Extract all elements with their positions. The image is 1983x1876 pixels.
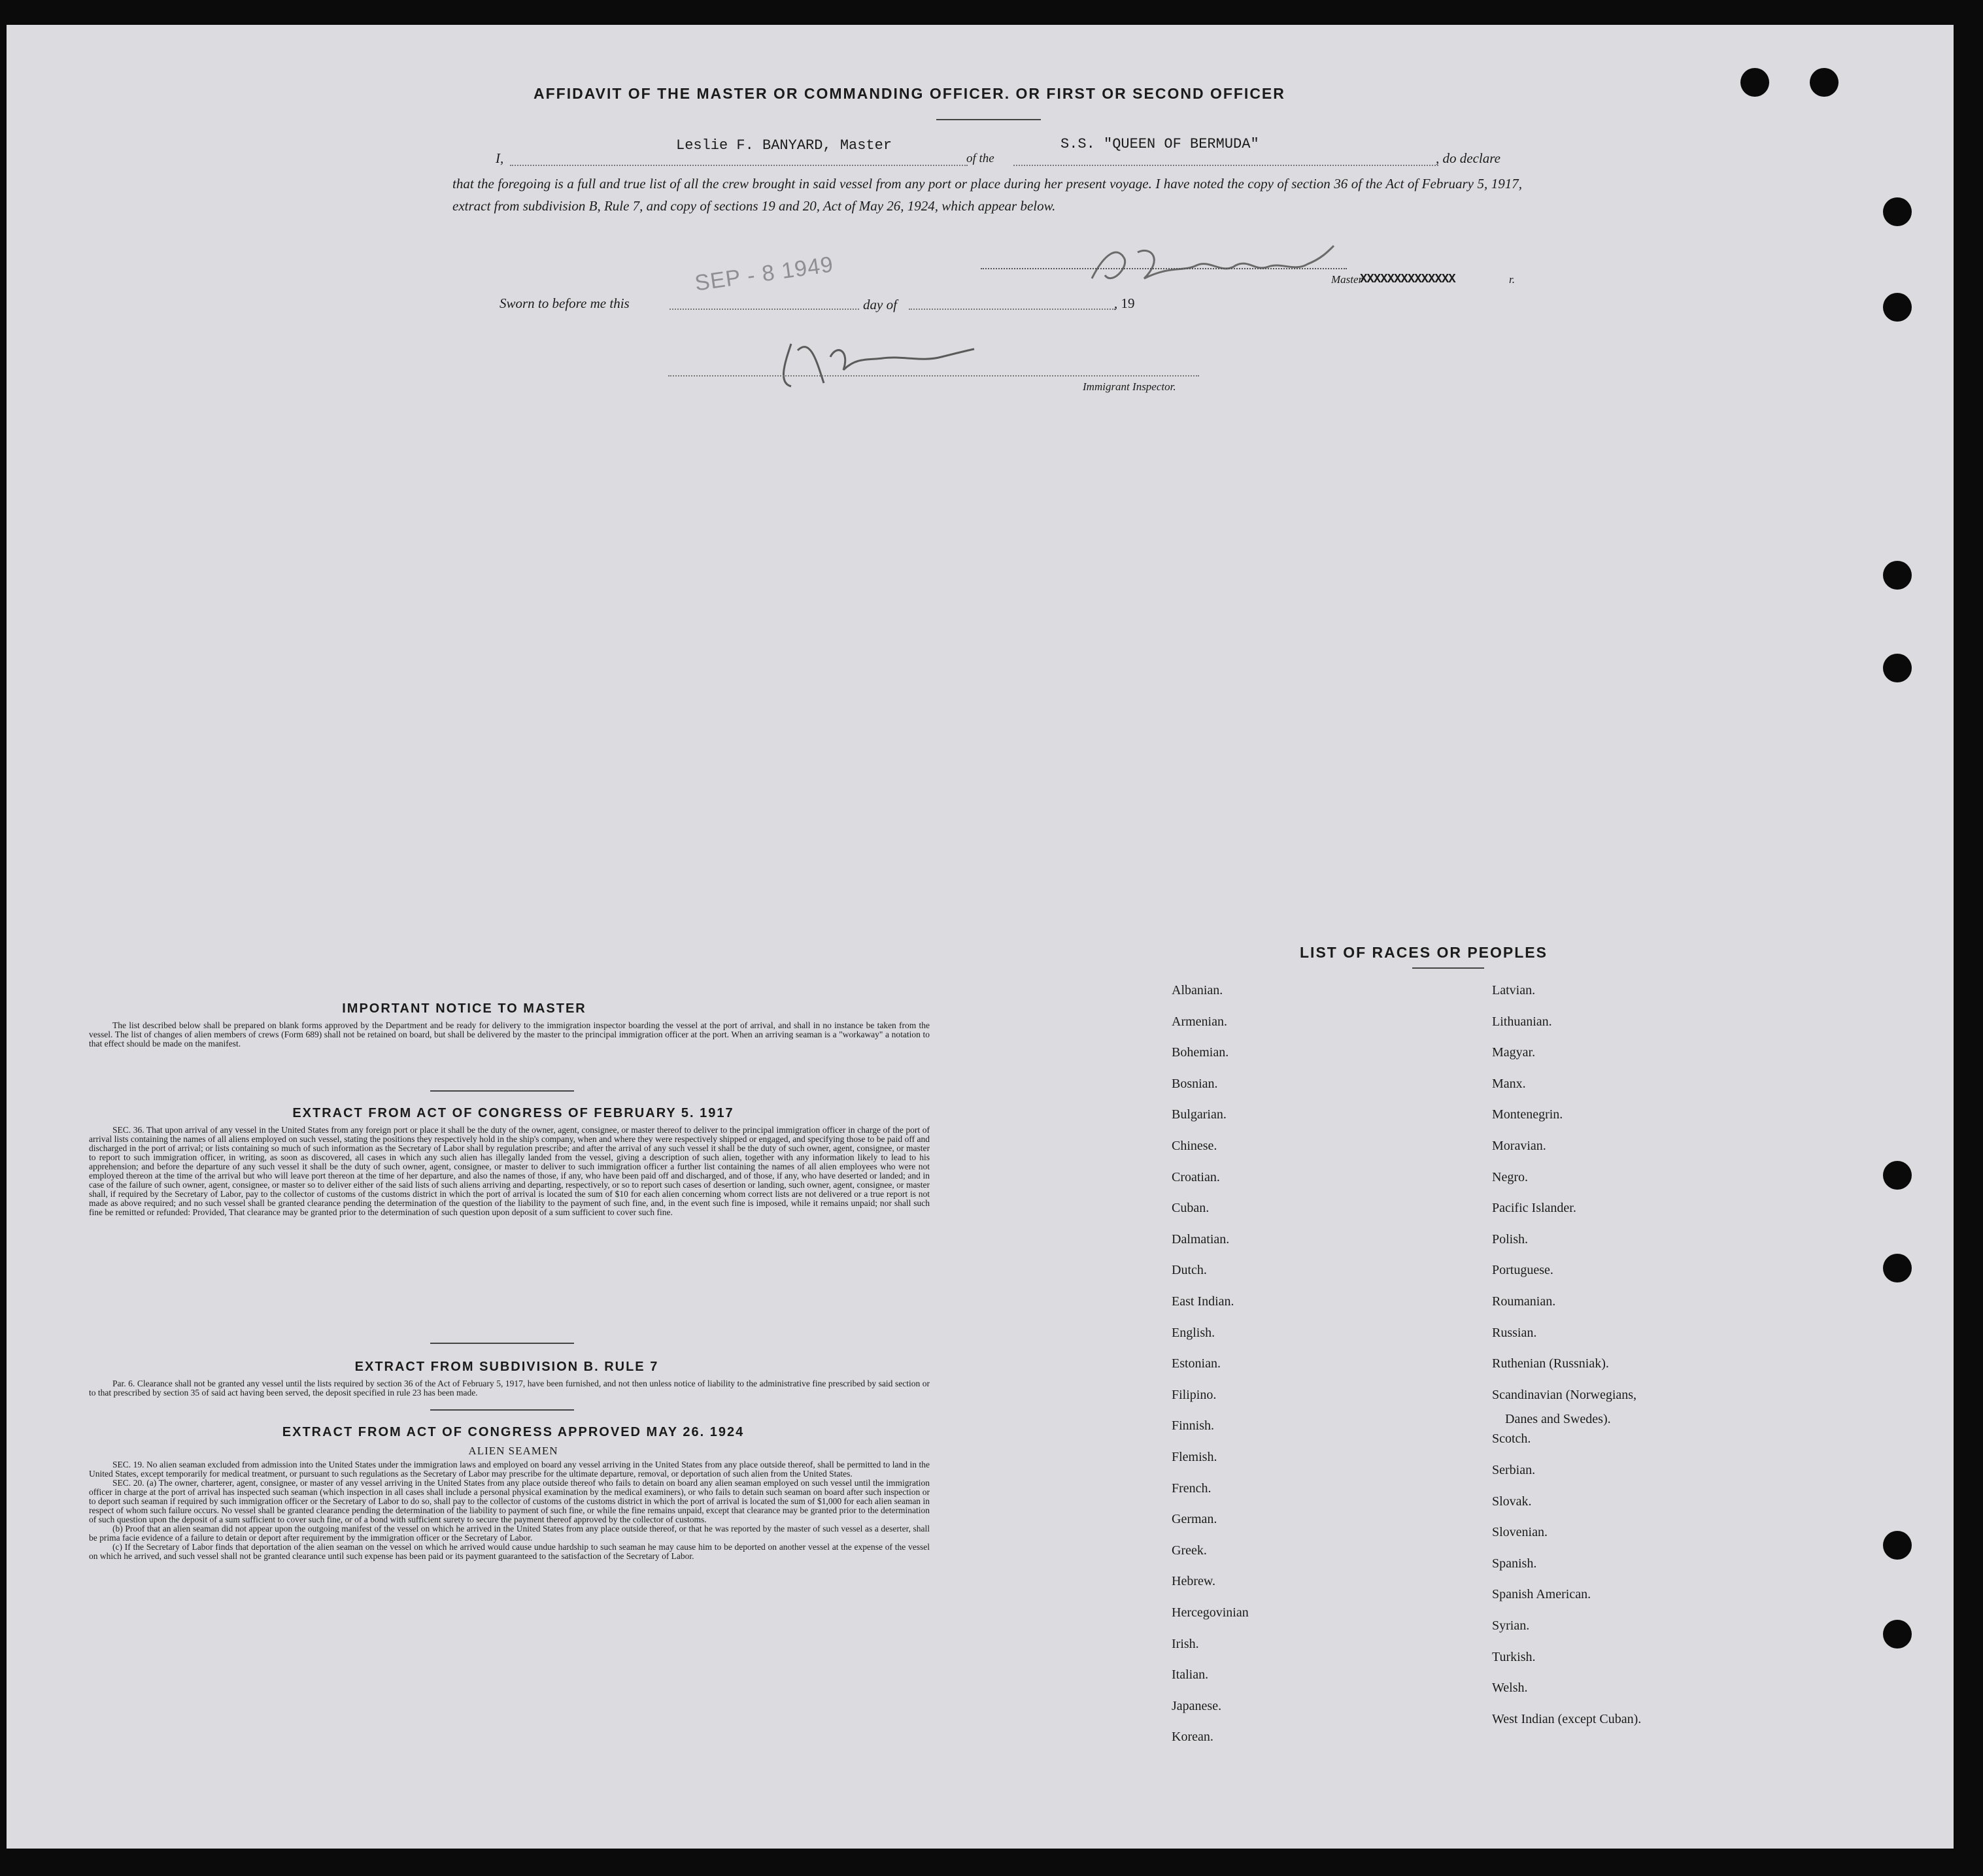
race-item: Montenegrin. xyxy=(1492,1107,1563,1122)
declarant-line xyxy=(510,165,968,166)
master-struck-text: XXXXXXXXXXXXXX xyxy=(1360,272,1455,286)
race-item: Hebrew. xyxy=(1172,1574,1216,1588)
race-item: East Indian. xyxy=(1172,1294,1234,1309)
punch-hole-icon xyxy=(1883,561,1912,590)
race-item: Greek. xyxy=(1172,1543,1207,1558)
race-item: Spanish American. xyxy=(1492,1587,1591,1601)
race-item: Estonian. xyxy=(1172,1356,1221,1371)
punch-hole-icon xyxy=(1810,68,1839,97)
race-item: Welsh. xyxy=(1492,1681,1528,1695)
section-20c-paragraph: (c) If the Secretary of Labor finds that deportation of the alien seaman on the vessel on which he arrived would cause undue hardship to such seaman he may cause him to be deported on another vessel at the expense of the vessel on which he arrived, and such vessel shall not be granted clearance until such expense has been paid or its payment guaranteed to the satisfaction of the Secretary of Labor. xyxy=(89,1542,930,1561)
inspector-label: Immigrant Inspector. xyxy=(1083,380,1176,393)
sworn-month-line xyxy=(909,309,1115,310)
race-item: Flemish. xyxy=(1172,1450,1217,1464)
race-item: Irish. xyxy=(1172,1637,1199,1651)
race-item: West Indian (except Cuban). xyxy=(1492,1712,1642,1726)
race-item: Bohemian. xyxy=(1172,1045,1229,1060)
rule-7-title: EXTRACT FROM SUBDIVISION B. RULE 7 xyxy=(354,1360,659,1374)
rule-7-text xyxy=(89,1379,930,1398)
race-item: Negro. xyxy=(1492,1170,1528,1184)
race-item: Bulgarian. xyxy=(1172,1107,1227,1122)
master-end: r. xyxy=(1509,273,1515,286)
races-title: LIST OF RACES OR PEOPLES xyxy=(1300,944,1548,961)
race-item: Slovenian. xyxy=(1492,1525,1548,1539)
sworn-label: Sworn to before me this xyxy=(500,295,630,311)
master-signature-line xyxy=(981,268,1347,269)
do-declare-label: , do declare xyxy=(1436,150,1500,166)
i-label: I, xyxy=(496,150,504,166)
race-item: Magyar. xyxy=(1492,1045,1536,1060)
punch-hole-icon xyxy=(1883,197,1912,226)
affidavit-body: that the foregoing is a full and true list of all the crew brought in said vessel from any port or place during her present voyage. I have noted the copy of section 36 of the Act of February 5, 1917, extract from subdivision B, Rule 7, and copy of sections 19 and 20, Act of May 26, 1924, which appear below. xyxy=(452,176,1522,214)
race-item: Albanian. xyxy=(1172,983,1223,997)
section-36-paragraph: SEC. 36. That upon arrival of any vessel in the United States from any foreign port or place it shall be the duty of the owner, agent, consignee, or master thereof to deliver to the principal immigration officer in charge of the port of arrival lists containing the names of all aliens employed on such vessel, stating the positions they respectively hold in the ship's company, when and where they were respectively shipped or engaged, and specifying those to be paid off and discharged in the port of arrival; or lists containing so much of such information as the Secretary of Labor shall by regulation prescribe; and after the arrival of any such vessel it shall be the duty of such owner, agent, consignee, or master to report to such immigration officer, in writing, as soon as discovered, all cases in which any such alien has illegally landed from the vessel, giving a description of such alien, together with any information likely to lead to his apprehension; and before the departure of any such vessel it shall be the duty of such owner, agent, consignee, or master to deliver to such immigration officer a further list containing the names of all alien employees who were not employed thereon at the time of the arrival but who will leave port thereon at the time of her departure, and also the names of those, if any, who have been paid off and discharged, and of those, if any, who have deserted or landed; and in case of the failure of such owner, agent, consignee, or master so to deliver either of the said lists of such aliens arriving and departing, respectively, or so to report such cases of desertion or landing, such owner, agent, consignee, or master shall, if required by the Secretary of Labor, pay to the collector of customs of the customs district in which the port of arrival is located the sum of $10 for each alien concerning whom correct lists are not delivered or a true report is not made as above required; and no such vessel shall be granted clearance pending the determination of the question of the liability to the payment of such fine, and, in the event such fine is imposed, while it remains unpaid; nor shall such fine be remitted or refunded: Provided, That clearance may be granted prior to the determination of such question upon deposit of a sum sufficient to cover such fine. xyxy=(89,1125,930,1217)
document-page xyxy=(7,25,1954,1849)
punch-hole-icon xyxy=(1883,1254,1912,1282)
extract-1917-title: EXTRACT FROM ACT OF CONGRESS OF FEBRUARY 5. 1917 xyxy=(292,1106,734,1120)
punch-hole-icon xyxy=(1883,1161,1912,1190)
race-item: Lithuanian. xyxy=(1492,1014,1552,1029)
race-item: German. xyxy=(1172,1512,1217,1526)
inspector-signature-line xyxy=(668,375,1199,377)
race-item: Roumanian. xyxy=(1492,1294,1556,1309)
race-item: Portuguese. xyxy=(1492,1263,1553,1277)
divider xyxy=(936,119,1041,120)
race-item: Manx. xyxy=(1492,1077,1526,1091)
race-item: Korean. xyxy=(1172,1730,1213,1744)
punch-hole-icon xyxy=(1883,293,1912,322)
punch-hole-icon xyxy=(1883,1531,1912,1560)
race-item: Scandinavian (Norwegians, xyxy=(1492,1388,1637,1402)
notice-title: IMPORTANT NOTICE TO MASTER xyxy=(342,1001,586,1016)
alien-seamen-subtitle: ALIEN SEAMEN xyxy=(468,1445,558,1457)
punch-hole-icon xyxy=(1883,654,1912,682)
inspector-signature xyxy=(771,331,994,396)
divider xyxy=(1412,967,1484,969)
race-item: Dalmatian. xyxy=(1172,1232,1230,1247)
race-item: Syrian. xyxy=(1492,1618,1530,1633)
year-label: , 19 xyxy=(1114,295,1135,311)
affidavit-title: AFFIDAVIT OF THE MASTER OR COMMANDING OFFICER. OR FIRST OR SECOND OFFICER xyxy=(534,85,1285,102)
of-the-label: of the xyxy=(966,152,994,165)
race-item-continuation: Danes and Swedes). xyxy=(1505,1412,1611,1426)
par-6-paragraph: Par. 6. Clearance shall not be granted any vessel until the lists required by section 36 of the Act of February 5, 1917, have been furnished, and not then unless notice of liability to the administrative fine prescribed by said section or to that prescribed by section 35 of said act having been served, the deposit specified in rule 23 has been made. xyxy=(89,1379,930,1398)
punch-hole-icon xyxy=(1740,68,1769,97)
race-item: Slovak. xyxy=(1492,1494,1532,1509)
declarant-name: Leslie F. BANYARD, Master xyxy=(676,137,892,154)
day-of-label: day of xyxy=(863,297,897,312)
race-item: Pacific Islander. xyxy=(1492,1201,1576,1215)
race-item: Filipino. xyxy=(1172,1388,1217,1402)
extract-1924-title: EXTRACT FROM ACT OF CONGRESS APPROVED MAY 26. 1924 xyxy=(282,1425,745,1439)
extract-1917-text xyxy=(89,1126,930,1217)
race-item: Bosnian. xyxy=(1172,1077,1218,1091)
divider xyxy=(430,1090,574,1092)
race-item: Cuban. xyxy=(1172,1201,1210,1215)
race-item: Moravian. xyxy=(1492,1139,1546,1153)
race-item: Spanish. xyxy=(1492,1556,1537,1571)
race-item: Finnish. xyxy=(1172,1418,1215,1433)
notice-paragraph: The list described below shall be prepared on blank forms approved by the Department and be ready for delivery to the immigration inspector boarding the vessel at the port of arrival, and shall in no instance be taken from the vessel. The list of changes of alien members of crews (Form 689) shall not be retained on board, but shall be delivered by the master to the principal immigration officer at the port. When an arriving seaman is a "workaway" a notation to that effect should be made on the manifest. xyxy=(89,1020,930,1048)
punch-hole-icon xyxy=(1883,1620,1912,1649)
vessel-name: S.S. "QUEEN OF BERMUDA" xyxy=(1060,136,1259,152)
vessel-line xyxy=(1013,165,1438,166)
race-item: Chinese. xyxy=(1172,1139,1217,1153)
race-item: Croatian. xyxy=(1172,1170,1220,1184)
race-item: Dutch. xyxy=(1172,1263,1207,1277)
race-item: Hercegovinian xyxy=(1172,1605,1249,1620)
extract-1924-text xyxy=(89,1460,930,1561)
race-item: Armenian. xyxy=(1172,1014,1227,1029)
notice-text xyxy=(89,1021,930,1048)
race-item: Ruthenian (Russniak). xyxy=(1492,1356,1609,1371)
race-item: Russian. xyxy=(1492,1326,1537,1340)
race-item: Turkish. xyxy=(1492,1650,1536,1664)
race-item: Italian. xyxy=(1172,1667,1209,1682)
race-item: Latvian. xyxy=(1492,983,1536,997)
section-20a-paragraph: SEC. 20. (a) The owner, charterer, agent, consignee, or master of any vessel arriving in the United States from any place outside thereof who fails to detain on board any alien seaman employed on such vessel until the immigration officer in charge at the port of arrival has inspected such seaman (which inspection in all cases shall include a personal physical examination by the medical examiners), or who fails to detain such seaman on board after such inspection or to deport such seaman if required by such immigration officer or the Secretary of Labor to do so, shall pay to the collector of customs of the customs district in which the port of arrival is located the sum of $1,000 for each alien seaman in respect of whom such failure occurs. No vessel shall be granted clearance pending the determination of the liability to payment of such fine, or while the fine remains unpaid, except that clearance may be granted prior to the determination of such question upon the deposit of a sum sufficient to cover such fine, or of a bond with sufficient surety to secure the payment thereof approved by the collector of customs. xyxy=(89,1478,930,1524)
race-item: Polish. xyxy=(1492,1232,1529,1247)
date-stamp: SEP - 8 1949 xyxy=(693,252,836,296)
divider xyxy=(430,1343,574,1344)
sworn-day-line xyxy=(669,309,859,310)
divider xyxy=(430,1409,574,1411)
race-item: Serbian. xyxy=(1492,1463,1536,1477)
race-item: English. xyxy=(1172,1326,1215,1340)
race-item: French. xyxy=(1172,1481,1212,1496)
race-item: Japanese. xyxy=(1172,1699,1222,1713)
section-19-paragraph: SEC. 19. No alien seaman excluded from admission into the United States under the immigration laws and employed on board any vessel arriving in the United States from any place outside thereof, shall be permitted to land in the United States, except temporarily for medical treatment, or pursuant to such regulations as the Secretary of Labor may prescribe for the ultimate departure, removal, or deportation of such alien from the United States. xyxy=(89,1460,930,1479)
race-item: Scotch. xyxy=(1492,1432,1531,1446)
master-label: Master xyxy=(1331,273,1363,286)
section-20b-paragraph: (b) Proof that an alien seaman did not appear upon the outgoing manifest of the vessel on which he arrived in the United States from any place outside thereof, or that he was reported by the master of such vessel as a deserter, shall be prima facie evidence of a failure to detain or deport after requirement by the immigration officer or the Secretary of Labor. xyxy=(89,1524,930,1543)
